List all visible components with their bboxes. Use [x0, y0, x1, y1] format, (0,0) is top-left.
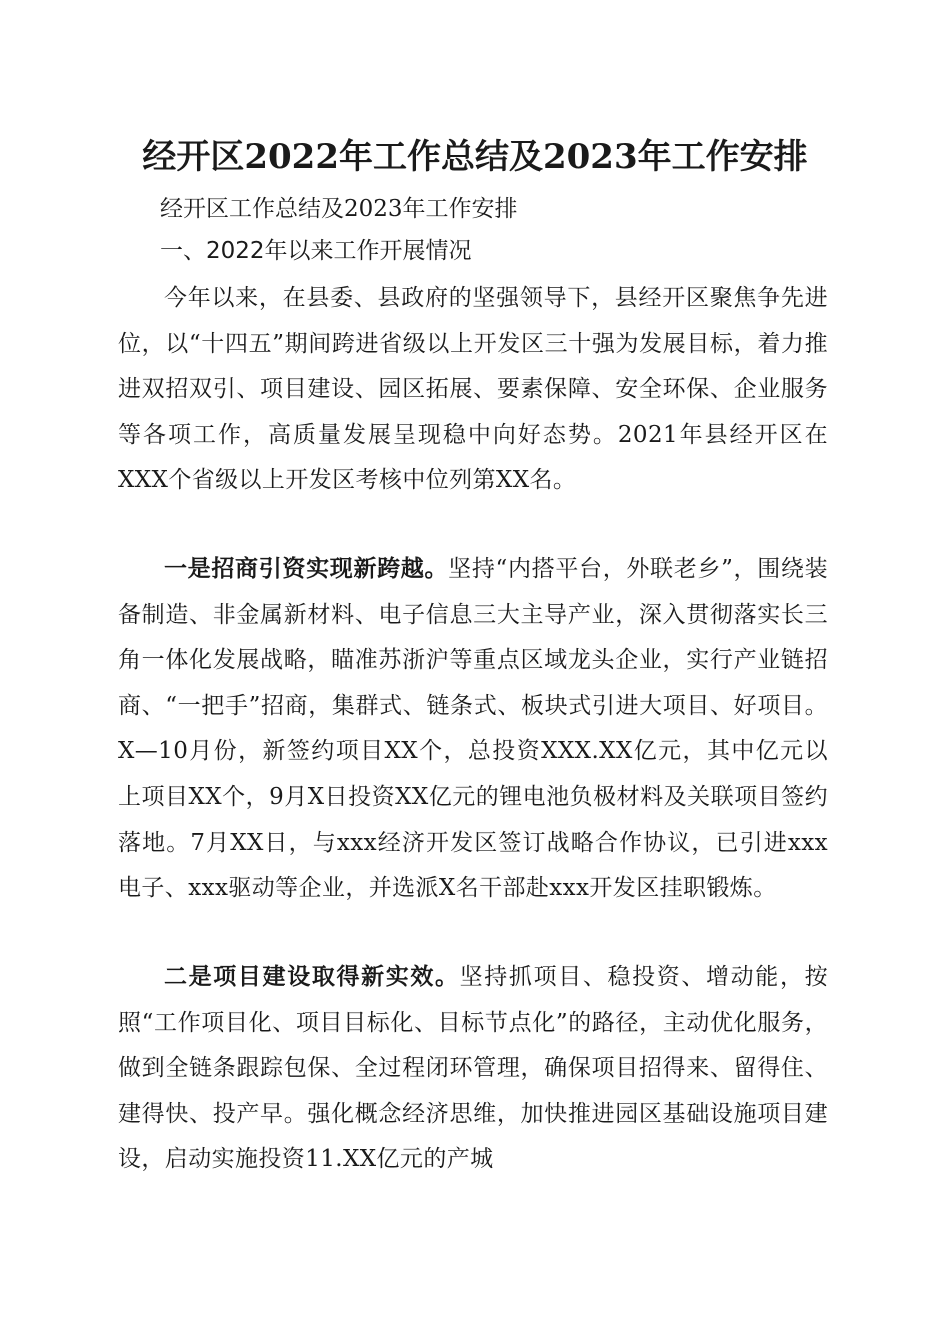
paragraph-lead: 二是项目建设取得新实效。 [164, 963, 460, 990]
paragraph-text: 坚持抓项目、稳投资、增动能，按照“工作项目化、项目目标化、目标节点化”的路径，主动优化服务，做到全链条跟踪包保、全过程闭环管理，确保项目招得来、留得住、建得快、投产早。强化概念经济思维，加快推进园区基础设施项目建设，启动实施投资11.XX亿元的产城 [118, 964, 828, 1173]
document-title: 经开区2022年工作总结及2023年工作安排 [142, 137, 808, 177]
body-paragraph [118, 276, 828, 504]
body-paragraph [118, 546, 828, 912]
document-subtitle: 经开区工作总结及2023年工作安排 [160, 196, 518, 222]
paragraph-text: 坚持“内搭平台，外联老乡”，围绕装备制造、非金属新材料、电子信息三大主导产业，深入贯彻落实长三角一体化发展战略，瞄准苏浙沪等重点区域龙头企业，实行产业链招商、“一把手”招商，集群式、链条式、板块式引进大项目、好项目。X—10月份，新签约项目XX个，总投资XXX.XX亿元，其中亿元以上项目XX个，9月X日投资XX亿元的锂电池负极材料及关联项目签约落地。7月XX日，与xxx经济开发区签订战略合作协议，已引进xxx电子、xxx驱动等企业，并选派X名干部赴xxx开发区挂职锻炼。 [118, 556, 828, 902]
section-heading: 一、2022年以来工作开展情况 [160, 238, 472, 264]
paragraph-lead: 一是招商引资实现新跨越。 [164, 555, 449, 582]
body-paragraph [118, 954, 828, 1183]
paragraph-text: 今年以来，在县委、县政府的坚强领导下，县经开区聚焦争先进位，以“十四五”期间跨进省级以上开发区三十强为发展目标，着力推进双招双引、项目建设、园区拓展、要素保障、安全环保、企业服务等各项工作，高质量发展呈现稳中向好态势。2021年县经开区在XXX个省级以上开发区考核中位列第XX名。 [118, 285, 828, 494]
